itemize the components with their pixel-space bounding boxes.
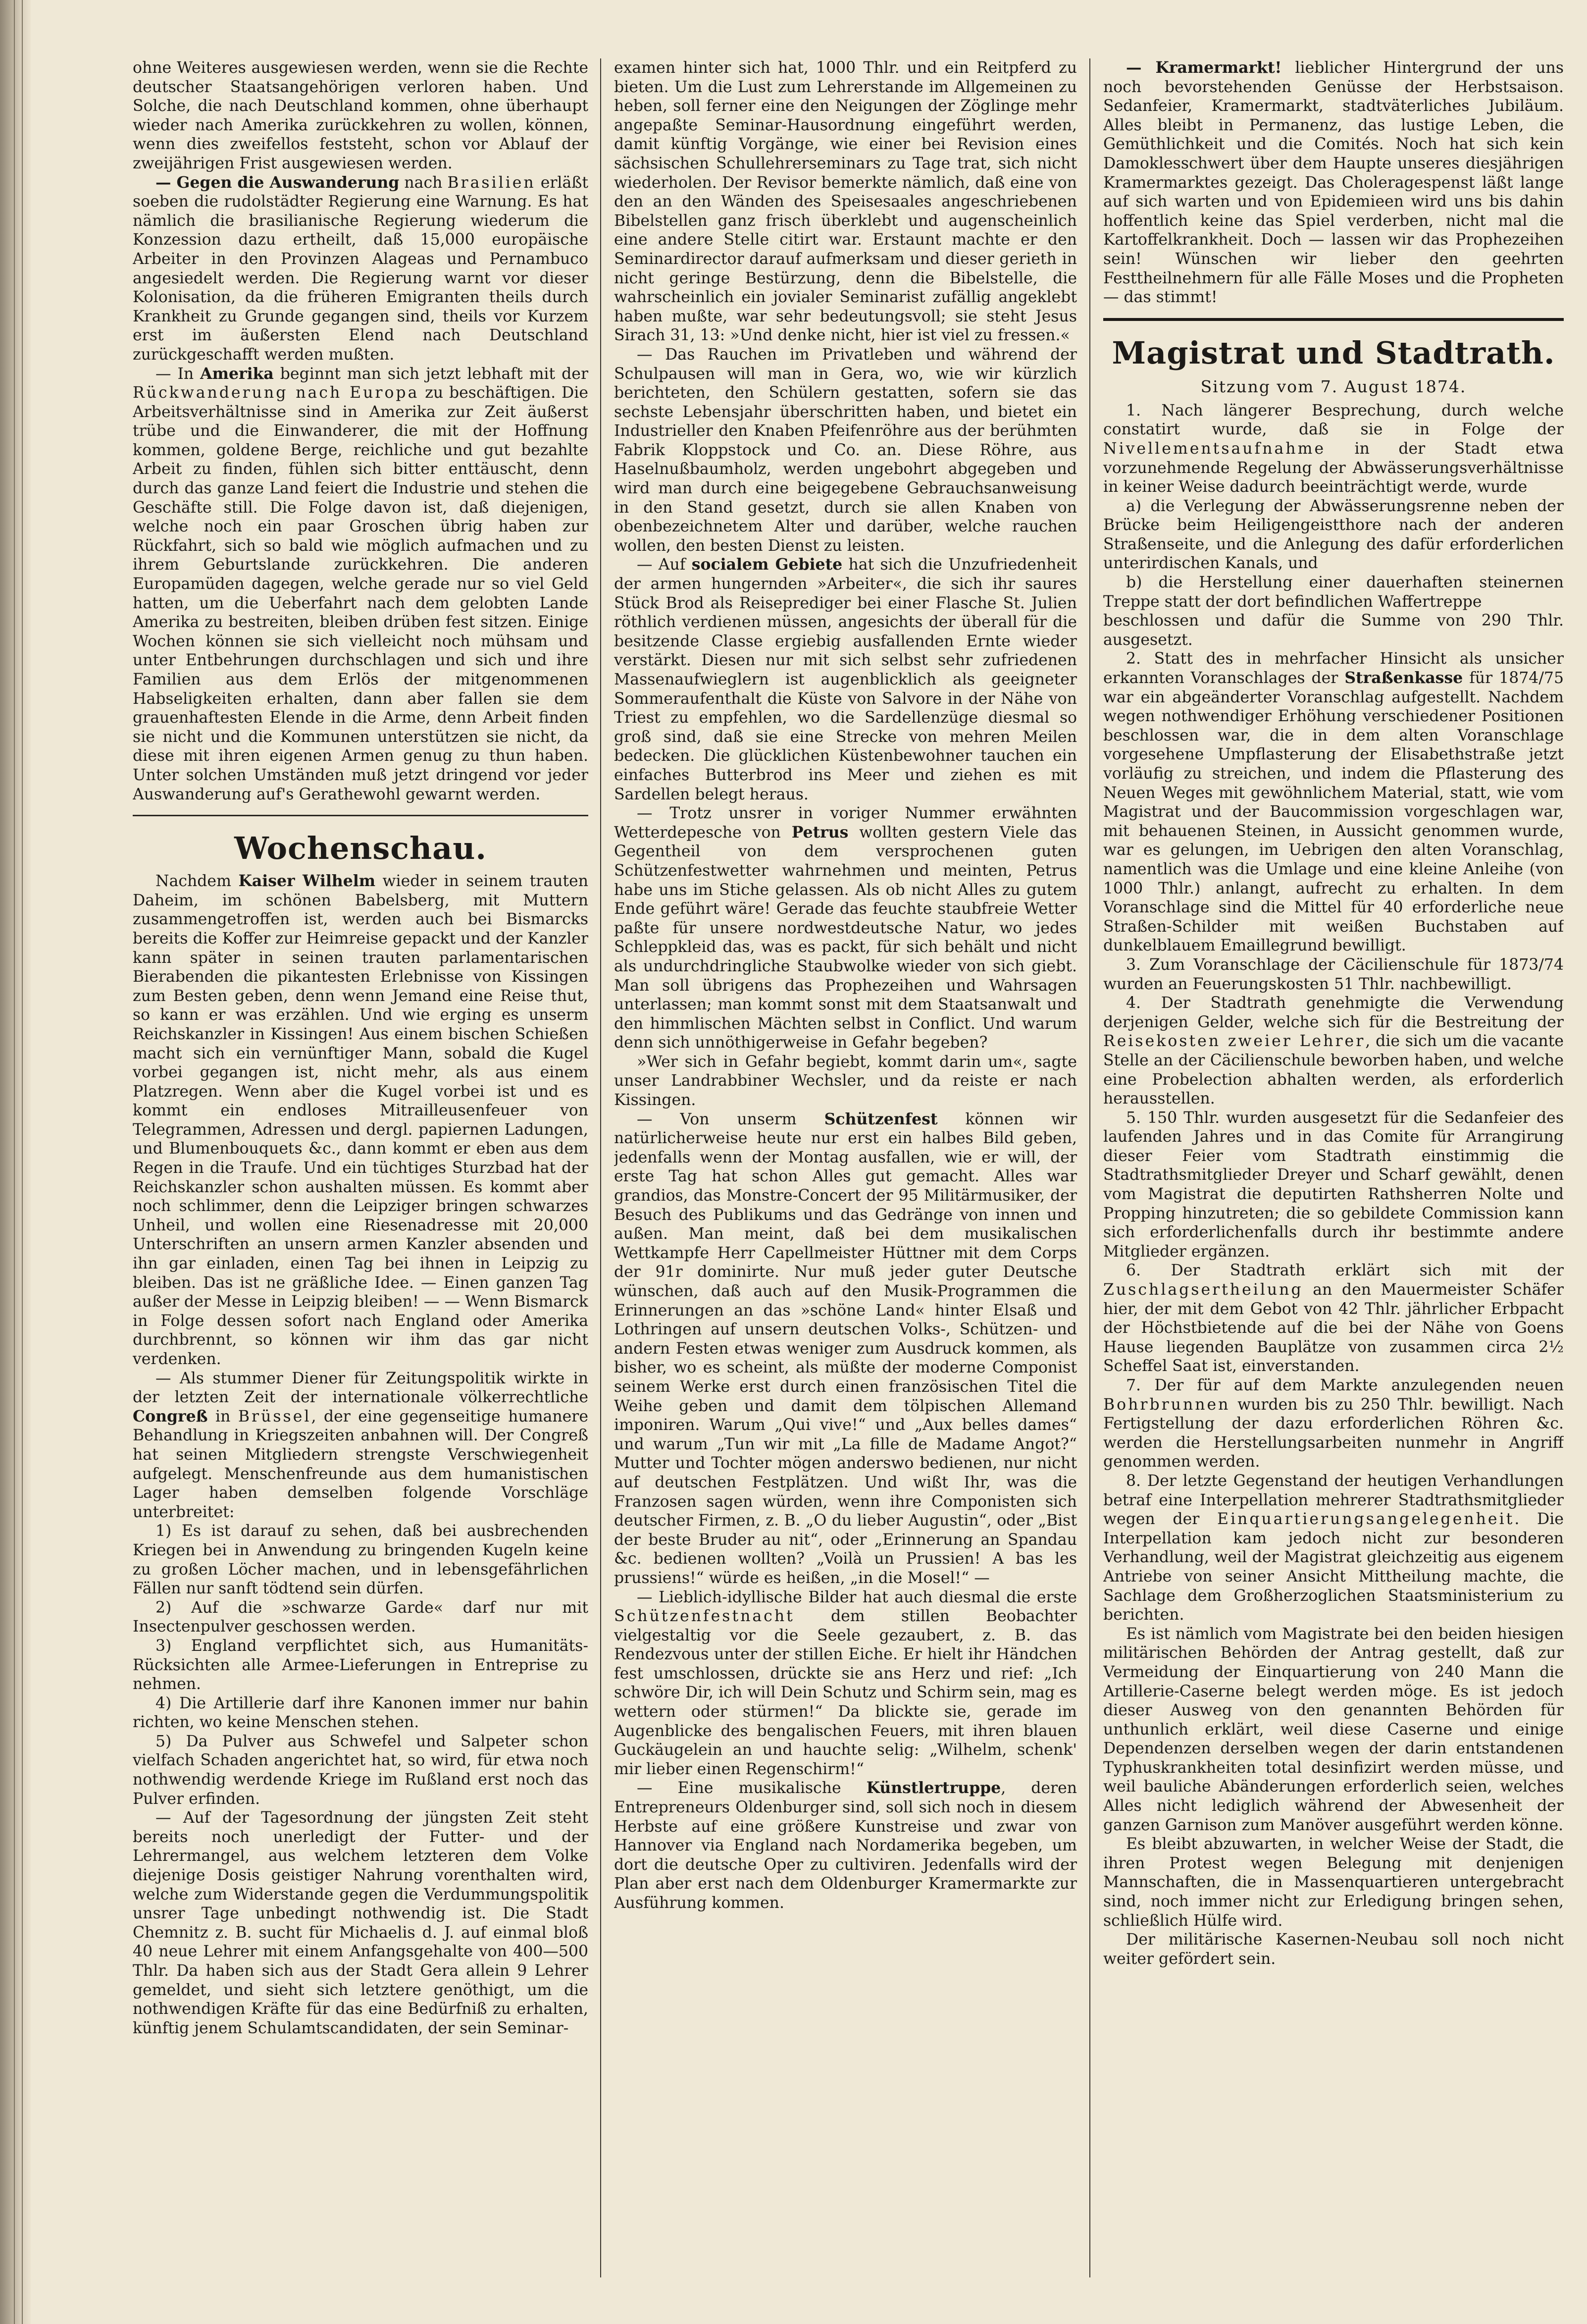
- list-item: 4) Die Artillerie darf ihre Kanonen immer nur bahin richten, wo keine Menschen stehen.: [133, 1694, 588, 1732]
- column-3: [1103, 58, 1564, 2277]
- article-paragraph: [1103, 1376, 1564, 1472]
- text-run: lieblicher Hintergrund der uns noch bevorstehenden Genüsse der Herbstsaison. Sedanfeier, Kramermarkt, stadtväterliches Jubiläum. Alles bleibt in Permanenz, das lustige Leben, die Gemüthlichkeit und die Comités. Noch hat sich kein Damoklesschwert über dem Haupte unseres diesjährigen Kramermarktes gezeigt. Das Choleragespenst läßt lange auf sich warten und von Epidemieen wird uns bis dahin hoffentlich keine das Spiel verderben, nicht mal die Kartoffelkrankheit. Doch — lassen wir das Prophezeihen sein! Wünschen wir lieber den geehrten Festtheilnehmern für alle Fälle Moses und die Propheten — das stimmt!: [1103, 59, 1564, 307]
- text-run: nach: [399, 173, 448, 192]
- page-binding: [0, 0, 31, 2324]
- text-run: in der Stadt etwa vorzunehmende Regelung der Abwässerungsverhältnisse in keiner Weise dadurch beeinträchtigt werde, wurde: [1103, 439, 1564, 496]
- binding-edge-line: [14, 0, 15, 2324]
- binding-edge-line: [22, 0, 23, 2324]
- article-paragraph: [1103, 994, 1564, 1109]
- text-run: dem stillen Beobachter vielgestaltig vor die Seele gezaubert, z. B. das Rendezvous unter der stillen Eiche. Er hielt ihr Händchen fest umschlossen, drückte sie ans Herz und rief: „Ich schwöre Dir, ich will Dein Schutz und Schirm sein, mag es wettern oder stürmen!“ Da blickte sie, gerade im Augenblicke des bengalischen Feuers, mit ihren blauen Guckäugelein an und hauchte selig: „Wilhelm, schenk' mir lieber einen Regenschirm!“: [614, 1607, 1077, 1778]
- list-item: 3) England verpflichtet sich, aus Humanitäts-Rücksichten alle Armee-Lieferungen in Entreprise zu nehmen.: [133, 1637, 588, 1693]
- column-rule: [1089, 58, 1090, 2277]
- section-rule: [133, 815, 588, 816]
- article-lead: Congreß: [133, 1407, 208, 1426]
- section-heading: Magistrat und Stadtrath.: [1112, 334, 1555, 371]
- article-paragraph: Der militärische Kasernen-Neubau soll noch nicht weiter gefördert sein.: [1103, 1931, 1564, 1968]
- article-paragraph: 3. Zum Voranschlage der Cäcilienschule für 1873/74 wurden an Feuerungskosten 51 Thlr. nachbewilligt.: [1103, 955, 1564, 993]
- text-run: für 1874/75 war ein abgeänderter Voranschlag aufgestellt. Nachdem wegen nothwendiger Erhöhung verschiedener Positionen beschlossen war, die in dem alten Voranschlage vorgesehene Umpflasterung der Elisabethstraße jetzt vorläufig zu streichen, und indem die Pflasterung des Neuen Weges mit gewöhnlichem Material, statt, wie vom Magistrat und der Baucommission vorgeschlagen war, mit behauenen Steinen, in Aussicht genommen wurde, war es gelungen, im Uebrigen den alten Voranschlag, namentlich was die Umlage und eine kleine Anleihe (von 1000 Thlr.) anlangt, aufrecht zu erhalten. In dem Voranschlage sind die Mittel für 40 erforderliche neue Straßen-Schilder mit weißen Buchstaben auf dunkelblauem Emaillegrund bewilligt.: [1103, 669, 1564, 955]
- article-paragraph: [133, 365, 588, 804]
- article-paragraph: examen hinter sich hat, 1000 Thlr. und ein Reitpferd zu bieten. Um die Lust zum Lehrerstande im Allgemeinen zu heben, soll ferner eine den Neigungen der Zöglinge mehr angepaßte Seminar-Hausordnung eingeführt werden, damit künftig Vorgänge, wie einer bei Revision eines sächsischen Schullehrerseminars zu Tage trat, sich nicht wiederholen. Der Revisor bemerkte nämlich, daß eine von den an den Wänden des Speisesaales angeschriebenen Bibelstellen ganz frisch überklebt und augenscheinlich eine andere Stelle citirt war. Erstaunt machte er den Seminardirector darauf aufmerksam und dieser gerieth in nicht geringe Bestürzung, denn die Bibelstelle, die wahrscheinlich ein jovialer Seminarist zufällig angeklebt haben mußte, war sehr bedeutungsvoll; sie steht Jesus Sirach 31, 13: »Und denke nicht, hier ist viel zu fressen.«: [614, 59, 1077, 345]
- column-1: [133, 58, 588, 2277]
- spaced-phrase: Nivellementsaufnahme: [1103, 439, 1326, 458]
- text-run: an den Mauermeister Schäfer hier, der mit dem Gebot von 42 Thlr. jährlicher Erbpacht der Höchstbietende auf die bei der Nähe von Goens Hause liegenden Bauplätze von zusammen circa 2½ Scheffel Saat ist, einverstanden.: [1103, 1281, 1564, 1375]
- article-lead: — Kramermarkt!: [1126, 58, 1282, 77]
- text-run: — Lieblich-idyllische Bilder hat auch diesmal die erste: [637, 1588, 1077, 1606]
- text-run: in: [207, 1407, 238, 1426]
- article-paragraph: [1103, 1472, 1564, 1625]
- article-paragraph: [133, 872, 588, 1369]
- spaced-phrase: Rückwanderung nach Europa: [133, 384, 419, 402]
- article-lead: Straßenkasse: [1344, 669, 1463, 687]
- article-paragraph: [614, 1110, 1077, 1588]
- text-run: erläßt soeben die rudolstädter Regierung eine Warnung. Es hat nämlich die brasilianische Regierung wiederum die Konzession dazu ertheilt, daß 15,000 europäische Arbeiter in den Provinzen Alageas und Pernambuco angesiedelt werden. Die Regierung warnt vor dieser Kolonisation, da die früheren Emigranten theils durch Krankheit zu Grunde gegangen sind, theils vor Kurzem erst im äußersten Elend nach Deutschland zurückgeschafft werden mußten.: [133, 173, 588, 364]
- text-run: , der eine gegenseitige humanere Behandlung in Kriegszeiten anbahnen will. Der Congreß hat seinen Mitgliedern strengste Verschwiegenheit aufgelegt. Menschenfreunde aus dem humanistischen Lager haben demselben folgende Vorschläge unterbreitet:: [133, 1407, 588, 1521]
- text-run: zu beschäftigen. Die Arbeitsverhältnisse sind in Amerika zur Zeit äußerst trübe und die Einwanderer, die mit der Hoffnung kommen, goldene Berge, reichliche und gut bezahlte Arbeit zu finden, fühlen sich bitter enttäuscht, denn durch das ganze Land feiert die Industrie und stehen die Geschäfte still. Die Folge davon ist, daß diejenigen, welche noch ein paar Groschen übrig haben zur Rückfahrt, sich so bald wie möglich aufmachen und zu ihrem Geburtslande zurückkehren. Die anderen Europamüden dagegen, welche gerade nur so viel Geld hatten, um die Ueberfahrt nach dem gelobten Lande Amerika zu bestreiten, bleiben drüben fest sitzen. Einige Wochen können sie sich vielleicht noch mühsam und unter Entbehrungen durchschlagen und sich und ihre Familien aus dem Erlös der mitgenommenen Habseligkeiten erhalten, dann aber fallen sie dem grauenhaftesten Elende in die Arme, denn Arbeit finden sie nicht und die Kommunen unterstützen sie nicht, da diese mit ihren eigenen Armen genug zu thun haben. Unter solchen Umständen muß jetzt dringend vor jeder Auswanderung auf's Gerathewohl gewarnt werden.: [133, 384, 588, 803]
- section-rule: [1103, 318, 1564, 321]
- article-paragraph: — Das Rauchen im Privatleben und während der Schulpausen will man in Gera, wo, wie wir kürzlich berichteten, den Schülern gestatten, sofern sie das sechste Lebensjahr überschritten haben, und bietet ein Industrieller den Knaben Pfeifenröhre aus der berühmten Fabrik Kloppstock und Co. an. Diese Röhre, aus Haselnußbaumholz, werden ungebohrt abgegeben und wird man durch eine beigegebene Gebrauchsanweisung in den Stand gesetzt, durch sie allen Knaben von obenbezeichnetem Alter und darüber, welche rauchen wollen, den besten Dienst zu leisten.: [614, 345, 1077, 555]
- text-run: hat sich die Unzufriedenheit der armen hungernden »Arbeiter«, die sich ihr saures Stück Brod als Reiseprediger bei einer Flasche St. Julien röthlich verdienen müssen, angesichts der überall für die besitzende Classe ergiebig ausfallenden Ernte wieder verstärkt. Diesen nur mit sich selbst sehr zufriedenen Massenaufwieglern ist augenblicklich als geeigneter Sommeraufenthalt die Küste von Salvore in der Nähe von Triest zu empfehlen, wo die Sardellenzüge diesmal so groß sind, daß sie eine Strecke von mehren Meilen bedecken. Die glücklichen Küstenbewohner tauchen ein einfaches Butterbrod ins Meer und ziehen es mit Sardellen belegt heraus.: [614, 556, 1077, 803]
- article-paragraph: [614, 1779, 1077, 1912]
- list-item: 5) Da Pulver aus Schwefel und Salpeter schon vielfach Schaden angerichtet hat, so wird, für etwa noch nothwendig werdende Kriege im Rußland erst noch das Pulver erfinden.: [133, 1732, 588, 1808]
- column-2: [614, 58, 1077, 2277]
- article-paragraph: [614, 555, 1077, 804]
- list-item: b) die Herstellung einer dauerhaften steinernen Treppe statt der dort befindlichen Waffertreppe: [1103, 574, 1564, 611]
- text-run: wurden bis zu 250 Thlr. bewilligt. Nach Fertigstellung der dazu erforderlichen Röhren &c. werden die Herstellungsarbeiten nunmehr in Angriff genommen werden.: [1103, 1395, 1564, 1471]
- spaced-phrase: Reisekosten zweier Lehrer: [1103, 1032, 1366, 1051]
- article-paragraph: ohne Weiteres ausgewiesen werden, wenn sie die Rechte deutscher Staatsangehörigen verloren haben. Und Solche, die nach Deutschland kommen, ohne überhaupt wieder nach Amerika zurückkehren zu wollen, können, wenn dies zweifellos feststeht, schon vor Ablauf der zweijährigen Frist ausgewiesen werden.: [133, 59, 588, 172]
- text-run: beginnt man sich jetzt lebhaft mit der: [273, 365, 588, 383]
- list-item: 2) Auf die »schwarze Garde« darf nur mit Insectenpulver geschossen werden.: [133, 1598, 588, 1636]
- article-lead: Kaiser Wilhelm: [238, 872, 376, 891]
- article-paragraph: »Wer sich in Gefahr begiebt, kommt darin um«, sagte unser Landrabbiner Wechsler, und da reiste er nach Kissingen.: [614, 1053, 1077, 1109]
- article-paragraph: Es bleibt abzuwarten, in welcher Weise der Stadt, die ihren Protest wegen Belegung mit denjenigen Mannschaften, die in Massenquartieren untergebracht sind, noch immer nicht zur Erledigung bringen sehen, schließlich Hülfe wird.: [1103, 1835, 1564, 1930]
- article-paragraph: — Auf der Tagesordnung der jüngsten Zeit steht bereits noch unerledigt der Futter- und der Lehrermangel, aus welchem letzteren dem Volke diejenige Dosis geistiger Nahrung vorenthalten wird, welche zum Widerstande gegen die Verdummungspolitik unsrer Tage unbedingt nothwendig ist. Die Stadt Chemnitz z. B. sucht für Michaelis d. J. auf einmal bloß 40 neue Lehrer mit einem Anfangsgehalte von 400—500 Thlr. Da haben sich aus der Stadt Gera allein 9 Lehrer gemeldet, und sieht sich letztere genöthigt, um die nothwendigen Kräfte für das eine Bedürfniß zu erhalten, künftig jenem Schulamtscandidaten, der sein Seminar-: [133, 1809, 588, 2037]
- text-run: — Eine musikalische: [637, 1779, 867, 1797]
- session-date: Sitzung vom 7. August 1874.: [1200, 376, 1467, 396]
- place-name: Brasilien: [447, 173, 536, 192]
- text-run: wieder in seinem trauten Daheim, im schönen Babelsberg, mit Muttern zusammengetroffen ist, werden auch bei Bismarcks bereits die Koffer zur Heimreise gepackt und der Kanzler kann später in seinen trauten parlamentarischen Bierabenden die pikantesten Erlebnisse von Kissingen zum Besten geben, denn wenn Jemand eine Reise thut, so kann er was erzählen. Und wie erging es unserm Reichskanzler in Kissingen! Aus einem bischen Schießen macht sich ein vernünftiger Mann, sobald die Kugel vorbei gegangen ist, nicht mehr, als aus einem Platzregen. Wenn aber die Kugel vorbei ist und es kommt ein endloses Mitrailleusenfeuer von Telegrammen, Adressen und dergl. papiernen Ladungen, und Blumenbouquets &c., dann kommt er eben aus dem Regen in die Traufe. Und ein tüchtiges Sturzbad hat der Reichskanzler schon aushalten müssen. Es kommt aber noch schlimmer, denn die Leipziger bringen schwarzes Unheil, und wollen eine Riesenadresse mit 20,000 Unterschriften an unsern armen Kanzler absenden und ihn gar einladen, einen Tag bei ihnen in Leipzig zu bleiben. Das ist ne gräßliche Idee. — Einen ganzen Tag außer der Messe in Leipzig bleiben! — — Wenn Bismarck in Folge dessen sofort nach England oder Amerika durchbrennt, so können wir ihm das gar nicht verdenken.: [133, 872, 588, 1368]
- article-paragraph: Es ist nämlich vom Magistrate bei den beiden hiesigen militärischen Behörden der Antrag gestellt, daß zur Vermeidung der Einquartierung von 240 Mann die Artillerie-Caserne belegt werden möge. Es ist jedoch dieser Ausweg von den genannten Behörden für unthunlich erklärt, weil diese Caserne und einige Dependenzen derselben wegen der darin entstandenen Typhuskrankheiten total desinfizirt werden müsse, und weil bauliche Abänderungen erforderlich seien, welches Alles nicht lediglich während der Abwesenheit der ganzen Garnison zum Manöver ausgeführt werden könne.: [1103, 1625, 1564, 1834]
- text-run: 6. Der Stadtrath erklärt sich mit der: [1126, 1262, 1564, 1280]
- text-run: 8. Der letzte Gegenstand der heutigen Verhandlungen betraf eine Interpellation mehrerer Stadtrathsmitglieder wegen der: [1103, 1472, 1564, 1529]
- article-paragraph: [133, 173, 588, 365]
- article-lead: socialem Gebiete: [691, 555, 843, 574]
- article-paragraph: [1103, 1261, 1564, 1376]
- spaced-phrase: Schützenfestnacht: [614, 1607, 795, 1626]
- article-lead: Schützenfest: [824, 1109, 938, 1128]
- text-run: , die sich um die vacante Stelle an der Cäcilienschule beworben haben, und welche eine Probelection abhalten werden, als erforderlich herausstellen.: [1103, 1032, 1564, 1108]
- text-run: , deren Entrepreneurs Oldenburger sind, soll sich noch in diesem Herbste auf eine größere Kunstreise und zwar von Hannover via England nach Nordamerika begeben, um dort die deutsche Oper zu cultiviren. Jedenfalls wird der Plan aber erst nach dem Oldenburger Kramermarkte zur Ausführung kommen.: [614, 1779, 1077, 1912]
- place-name: Brüssel: [238, 1407, 311, 1426]
- article-lead: Petrus: [791, 823, 849, 842]
- article-paragraph: 5. 150 Thlr. wurden ausgesetzt für die Sedanfeier des laufenden Jahres und in das Comite für Arrangirung dieser Feier vom Stadtrath einstimmig die Stadtrathsmitglieder Dreyer und Scharf gewählt, denen vom Magistrat die deputirten Rathsherren Nolte und Propping hinzutreten; die so gebildete Commission kann sich erforderlichenfalls durch ihr bestimmte andere Mitglieder ergänzen.: [1103, 1109, 1564, 1261]
- article-lead: Künstlertruppe: [866, 1779, 1001, 1797]
- text-run: 7. Der für auf dem Markte anzulegenden neuen: [1126, 1376, 1564, 1394]
- text-run: wollten gestern Viele das Gegentheil von dem versprochenen guten Schützenfestwetter wahrnehmen und meinten, Petrus habe uns im Stiche gelassen. Als ob nicht Alles zu gutem Ende geführt wäre! Gerade das feuchte staubfreie Wetter paßte für unsere nordwestdeutsche Natur, wo jedes Schleppkleid das, was es packt, für sich behält und nicht als undurchdringliche Staubwolke wieder von sich giebt. Man soll übrigens das Prophezeihen und Wahrsagen unterlassen; man kommt sonst mit dem Staatsanwalt und den himmlischen Mächten selbst in Conflict. Und warum denn sich unnöthigerweise in Gefahr begeben?: [614, 823, 1077, 1052]
- article-paragraph: [614, 804, 1077, 1053]
- text-run: . Die Interpellation kam jedoch nicht zur besonderen Verhandlung, weil der Magistrat gleichzeitig aus eigenem Antriebe von seiner Ansicht Mittheilung machte, die Sachlage dem Großherzoglichen Staatsministerium zu berichten.: [1103, 1510, 1564, 1624]
- list-item: a) die Verlegung der Abwässerungsrenne neben der Brücke beim Heiligengeistthore nach der anderen Straßenseite, und die Anlegung des dafür erforderlichen unterirdischen Kanals, und: [1103, 497, 1564, 573]
- spaced-phrase: Einquartierungsangelegenheit: [1217, 1510, 1515, 1529]
- column-rule: [600, 58, 601, 2277]
- text-run: Nachdem: [155, 872, 239, 891]
- list-item: 1) Es ist darauf zu sehen, daß bei ausbrechenden Kriegen bei in Anwendung zu bringenden Kugeln keine zu großen Löcher machen, und in lebensgefährlichen Fällen nur sanft tödtend sein dürfen.: [133, 1522, 588, 1598]
- section-heading: Wochenschau.: [234, 830, 487, 867]
- article-paragraph: [614, 1588, 1077, 1779]
- spaced-phrase: Bohrbrunnen: [1103, 1395, 1230, 1414]
- text-run: — In: [155, 365, 201, 383]
- text-run: 2. Statt des in mehrfacher Hinsicht als unsicher erkannten Voranschlages der: [1103, 650, 1564, 687]
- article-paragraph: [1103, 401, 1564, 497]
- text-run: 1. Nach längerer Besprechung, durch welche constatirt wurde, daß sie in Folge der: [1103, 401, 1564, 439]
- article-paragraph: [1103, 649, 1564, 955]
- article-lead: — Gegen die Auswanderung: [155, 173, 400, 192]
- spaced-phrase: Zuschlagsertheilung: [1103, 1281, 1303, 1299]
- text-run: 4. Der Stadtrath genehmigte die Verwendung derjenigen Gelder, welche sich für die Bestreitung der: [1103, 994, 1564, 1031]
- text-run: — Von unserm: [637, 1110, 824, 1128]
- article-paragraph: [133, 1369, 588, 1522]
- article-lead: Amerika: [200, 364, 274, 383]
- article-paragraph: beschlossen und dafür die Summe von 290 Thlr. ausgesetzt.: [1103, 612, 1564, 649]
- text-run: — Trotz unsrer in voriger Nummer erwähnten Wetterdepesche von: [614, 804, 1077, 842]
- article-paragraph: [1103, 58, 1564, 307]
- text-run: — Auf: [637, 556, 692, 574]
- text-run: können wir natürlicherweise heute nur erst ein halbes Bild geben, jedenfalls wenn der Montag ausfallen, wie er will, der erste Tag hat schon Alles gut gemacht. Alles war grandios, das Monstre-Concert der 95 Militärmusiker, der Besuch des Publikums und das Gedränge von innen und außen. Man meint, daß bei dem musikalischen Wettkampfe Herr Capellmeister Hüttner mit dem Corps der 91r dominirte. Nur muß jeder guter Deutsche wünschen, daß auch auf den Musik-Programmen die Erinnerungen an das »schöne Land« hinter Elsaß und Lothringen auf unsern deutschen Volks-, Schützen- und andern Festen etwas weniger zum Ausdruck kommen, als bisher, wo es scheint, als müßte der moderne Componist seinem Werke erst durch einen französischen Titel die Weihe geben und damit dem tölpischen Allemand imponiren. Warum „Qui vive!“ und „Aux belles dames“ und warum „Tun wir mit „La fille de Madame Angot?“ Mutter und Tochter mögen anderswo bedienen, nur nicht auf deutschen Festplätzen. Und wißt Ihr, was die Franzosen sagen würden, wenn ihre Componisten sich deutscher Firmen, z. B. „O du lieber Augustin“, oder „Bist der beste Bruder au nit“, oder „Erinnerung an Spandau &c. bedienen wollten? „Voilà un Prussien! A bas les prussiens!“ würde es heißen, „in die Mosel!“ —: [614, 1110, 1077, 1587]
- text-run: — Als stummer Diener für Zeitungspolitik wirkte in der letzten Zeit der internationale völkerrechtliche: [133, 1369, 588, 1407]
